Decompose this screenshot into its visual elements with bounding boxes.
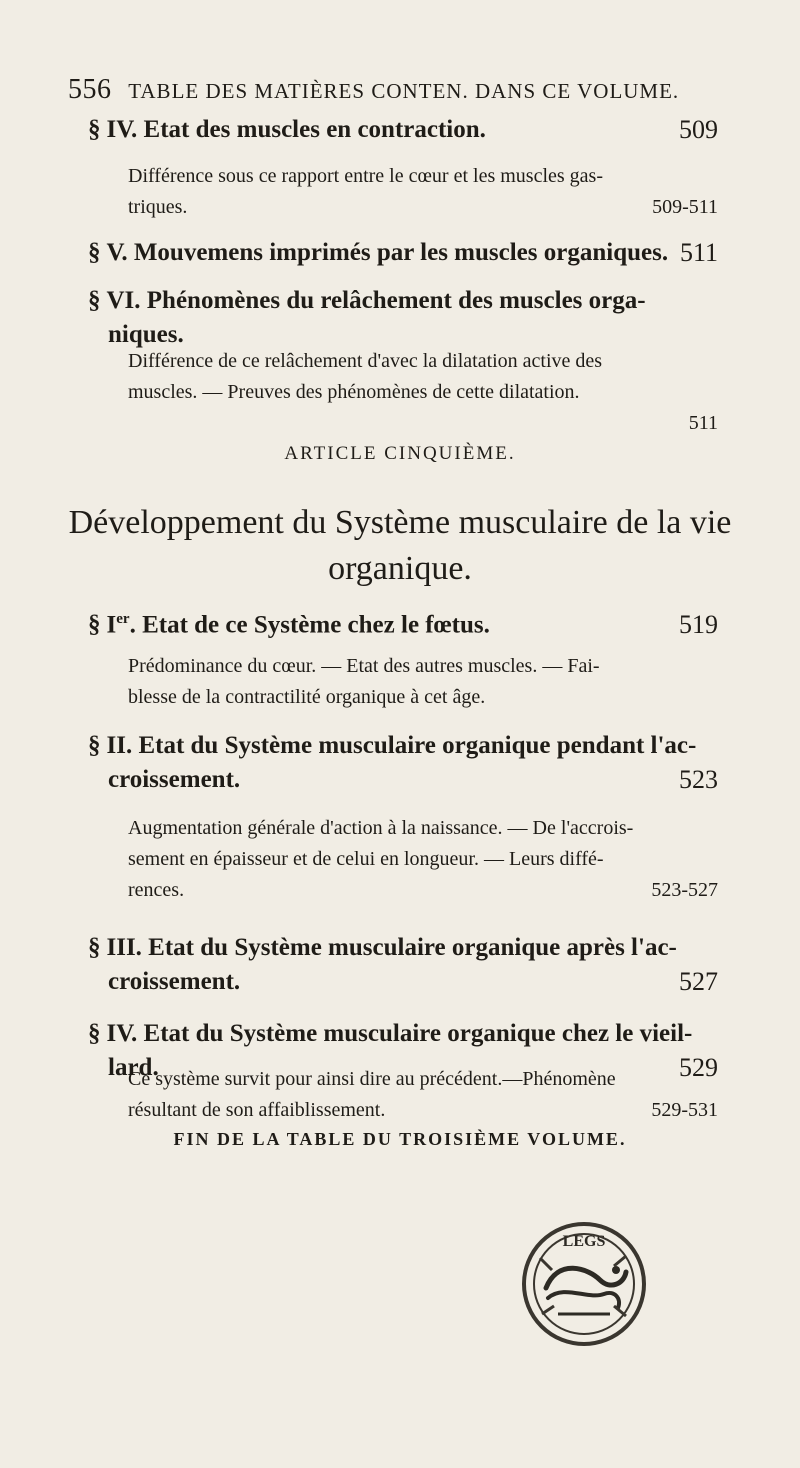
page-header [68, 74, 708, 106]
entry-page: 527 [679, 967, 718, 996]
entry-page: 511 [679, 238, 718, 267]
article-title: Développement du Système musculaire de la vie organique. [68, 504, 732, 587]
library-seal-icon [518, 1218, 650, 1350]
entry-page: 509 [679, 115, 718, 144]
entry-title-cont: lard. [108, 1054, 159, 1081]
entry-title-cont: croissement. [108, 968, 241, 995]
entry-title: VI. Phénomènes du relâchement des muscles orga- [106, 287, 646, 314]
seal-lettering: LEGS [562, 1233, 606, 1250]
toc-entry-s6-relachement[interactable]: § VI. Phénomènes du relâchement des muscles orga- niques. [88, 284, 718, 352]
article-heading: ARTICLE CINQUIÈME. [284, 443, 516, 464]
toc-entry-s2-accroissement[interactable]: § II. Etat du Système musculaire organique pendant l'ac- croissement. 523 [88, 729, 718, 797]
entry-title: V. Mouvemens imprimés par les muscles organiques. [106, 239, 669, 266]
running-title: TABLE DES MATIÈRES CONTEN. DANS CE VOLUME. [128, 79, 680, 103]
entry-title: III. Etat du Système musculaire organique après l'ac- [106, 934, 677, 961]
toc-subentry: Différence de ce relâchement d'avec la dilatation active des muscles. — Preuves des phénomènes de cette dilatation. 511 [128, 346, 718, 439]
subentry-page: 511 [688, 412, 718, 434]
entry-page: 519 [679, 610, 718, 640]
subentry-page: 509-511 [652, 196, 718, 218]
subentry-page: 523-527 [651, 879, 718, 901]
toc-entry-s5-mouvemens[interactable]: § V. Mouvemens imprimés par les muscles organiques. 511 [88, 236, 718, 270]
toc-entry-s1-foetus[interactable]: § Ier. Etat de ce Système chez le fœtus. 519 [88, 602, 718, 642]
entry-title: . Etat de ce Système chez le fœtus. [129, 611, 490, 639]
entry-page: 523 [679, 765, 718, 794]
toc-subentry: Différence sous ce rapport entre le cœur et les muscles gas- triques. 509-511 [128, 161, 718, 223]
entry-title-cont: niques. [108, 321, 184, 348]
subentry-page: 529-531 [651, 1099, 718, 1121]
toc-subentry: Prédominance du cœur. — Etat des autres muscles. — Fai- blesse de la contractilité organique à cet âge. [128, 655, 600, 708]
entry-title: II. Etat du Système musculaire organique pendant l'ac- [106, 732, 697, 759]
toc-entry-s4-contraction[interactable]: § IV. Etat des muscles en contraction. 509 [88, 113, 718, 147]
toc-entry-s3-apres[interactable]: § III. Etat du Système musculaire organique après l'ac- croissement. 527 [88, 931, 718, 999]
entry-title: IV. Etat du Système musculaire organique chez le vieil- [106, 1020, 693, 1047]
toc-entry-s4-vieillard[interactable]: § IV. Etat du Système musculaire organique chez le vieil- lard. 529 [88, 1017, 718, 1085]
end-of-table-text: FIN DE LA TABLE DU TROISIÈME VOLUME. [173, 1129, 627, 1149]
page-number: 556 [68, 74, 112, 105]
entry-page: 529 [679, 1053, 718, 1082]
entry-title: IV. Etat des muscles en contraction. [106, 116, 486, 143]
toc-subentry: Augmentation générale d'action à la naissance. — De l'accrois- sement en épaisseur et de celui en longueur. — Leurs diffé- rences. 523-527 [128, 813, 718, 906]
entry-title-cont: croissement. [108, 766, 241, 793]
toc-subentry: Ce système survit pour ainsi dire au précédent.—Phénomène résultant de son affaiblissement. 529-531 [128, 1064, 718, 1126]
